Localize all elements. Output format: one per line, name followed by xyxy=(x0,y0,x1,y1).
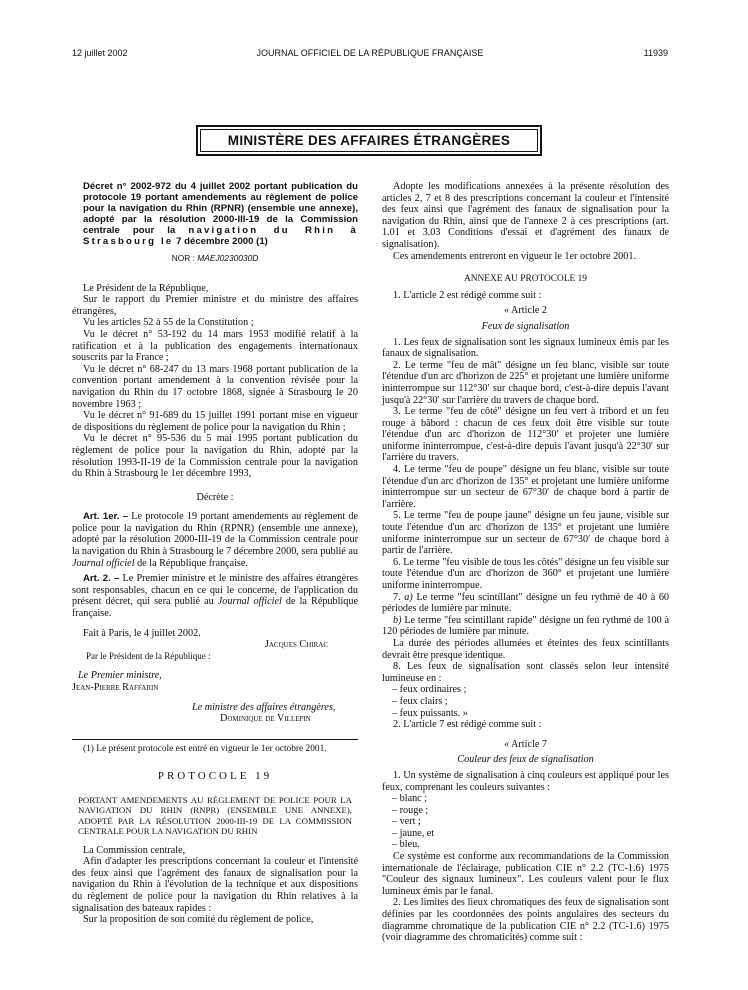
fait-line: Fait à Paris, le 4 juillet 2002. xyxy=(83,627,201,639)
list-item: – bleu. xyxy=(392,839,669,851)
premier-ministre-title: Le Premier ministre, xyxy=(78,670,162,682)
paragraph: b) Le terme "feu scintillant rapide" désigne un feu rythmé de 100 à 120 périodes de lumière par minute. xyxy=(382,614,669,638)
decrete-heading: Décrète : xyxy=(196,491,234,503)
page-header xyxy=(72,48,668,62)
list-item: – vert ; xyxy=(392,816,669,828)
header-journal-title: JOURNAL OFFICIEL DE LA RÉPUBLIQUE FRANÇAISE xyxy=(256,48,484,58)
paragraph: Vu le décret n° 68-247 du 13 mars 1968 portant publication de la convention portant amendement à la convention révisée pour la navigation du Rhin du 17 octobre 1868, signée à Strasbourg le 20 novembre 1963 ; xyxy=(72,363,358,410)
list-item: – jaune, et xyxy=(392,828,669,840)
list-item: – blanc ; xyxy=(392,793,669,805)
feux-signalisation-heading: Feux de signalisation xyxy=(481,320,570,332)
header-date: 12 juillet 2002 xyxy=(72,48,128,58)
paragraph: 3. Le terme "feu de côté" désigne un feu vert à tribord et un feu rouge à bâbord : chacun de ces feux doit être visible sur toute l'étendue d'un arc d'horizon de 112°30′ et projeter une lumière uniforme ininterrompue, c'est-à-dire depuis l'avant jusqu'à 22°30′ sur l'arrière du travers. xyxy=(382,406,669,464)
paragraph: 4. Le terme "feu de poupe" désigne un feu blanc, visible sur toute l'étendue d'un arc d'horizon de 135° et projetant une lumière uniforme ininterrompue sur un secteur de 67°30′ de chaque bord à partir de l'arrière. xyxy=(382,464,669,510)
article-7-heading: « Article 7 xyxy=(503,738,547,750)
paragraph: 6. Le terme "feu visible de tous les côtés" désigne un feu visible sur toute l'étendue d'un arc d'horizon de 360° et projetant une lumière uniforme ininterrompue. xyxy=(382,556,669,591)
paragraph: La Commission centrale, xyxy=(83,844,186,856)
paragraph: Sur la proposition de son comité du règlement de police, xyxy=(83,914,314,926)
paragraph: Ces amendements entreront en vigueur le 1er octobre 2001. xyxy=(393,250,637,262)
protocol-title: PROTOCOLE 19 xyxy=(157,770,273,783)
colour-list xyxy=(382,793,669,851)
paragraph: 1. L'article 2 est rédigé comme suit : xyxy=(393,289,542,301)
paragraph: Sur le rapport du Premier ministre et du ministre des affaires étrangères, xyxy=(72,294,358,317)
right-column xyxy=(382,181,669,944)
paragraph: La durée des périodes allumées et éteintes des feux scintillants devrait être presque identique. xyxy=(382,637,669,661)
couleur-heading: Couleur des feux de signalisation xyxy=(457,754,594,766)
minister-title: Le ministre des affaires étrangères, xyxy=(192,701,336,713)
article-2-heading: « Article 2 xyxy=(503,305,547,317)
footnote: (1) Le présent protocole est entré en vigueur le 1er octobre 2001. xyxy=(83,743,327,754)
paragraph: Vu le décret n° 91-689 du 15 juillet 1991 portant mise en vigueur de dispositions du règlement de police pour la navigation du Rhin ; xyxy=(72,410,358,433)
paragraph: 7. a) Le terme "feu scintillant" désigne un feu rythmé de 40 à 60 périodes de lumière par minute. xyxy=(382,591,670,615)
protocol-subtitle: PORTANT AMENDEMENTS AU RÈGLEMENT DE POLICE POUR LA NAVIGATION DU RHIN (RNPR) (ENSEMBLE UNE ANNEXE), ADOPTÉ PAR LA RÉSOLUTION 2000-III-19 DE LA COMMISSION CENTRALE POUR LA NAVIGATION DU RHIN xyxy=(78,794,352,837)
left-column xyxy=(72,181,358,926)
paragraph: 5. Le terme "feu de poupe jaune" désigne un feu jaune, visible sur toute l'étendue d'un arc d'horizon de 135° et projetant une lumière uniforme ininterrompue sur un secteur de 67°30′ de chaque bord à partir de l'arrière. xyxy=(382,510,669,557)
footnote-rule xyxy=(72,739,358,740)
intensity-list xyxy=(382,684,669,719)
par-le-president: Par le Président de la République : xyxy=(86,650,211,661)
premier-ministre-name: Jean-Pierre Raffarin xyxy=(72,682,159,693)
minister-name: Dominique de Villepin xyxy=(220,713,311,725)
ministry-box xyxy=(196,125,542,156)
paragraph: 1. Les feux de signalisation sont les signaux lumineux émis par les fanaux de signalisation. xyxy=(382,336,669,360)
decree-title: Décret n° 2002-972 du 4 juillet 2002 portant publication du protocole 19 portant amendements au règlement de police pour la navigation du Rhin (RPNR) (ensemble une annexe), adopté par la résolution 2000-III-19 de la Commission centrale pour la navigation du Rhin à Strasbourg le 7 décembre 2000 (1) xyxy=(83,181,358,247)
list-item: – rouge ; xyxy=(392,805,669,817)
paragraph: Ce système est conforme aux recommandations de la Commission internationale de l'éclairage, publication CIE n° 2.2 (TC-1.6) 1975 "Couleur des signaux lumineux". Les couleurs valent pour le flux lumineux émis par le fanal. xyxy=(382,851,669,897)
paragraph: Vu le décret n° 95-536 du 5 mai 1995 portant publication du règlement de police pour la navigation du Rhin, adopté par la résolution 1993-II-19 de la Commission centrale pour la navigation du Rhin à Strasbourg le 1er décembre 1993, xyxy=(72,433,358,480)
president-line: Le Président de la République, xyxy=(83,282,209,294)
ministry-title: MINISTÈRE DES AFFAIRES ÉTRANGÈRES xyxy=(200,129,538,152)
list-item: – feux ordinaires ; xyxy=(392,684,669,696)
paragraph: Vu les articles 52 à 55 de la Constitution ; xyxy=(83,317,254,329)
paragraph: 2. Le terme "feu de mât" désigne un feu blanc, visible sur toute l'étendue d'un arc d'horizon de 225° et projetant une lumière uniforme ininterrompue sur 112°30′ sur chaque bord, c'est-à-dire depuis l'avant jusqu'à 22°30′ sur l'arrière du travers de chaque bord. xyxy=(382,359,669,406)
list-item: – feux puissants. » xyxy=(392,708,669,720)
signature-president: Jacques Chirac xyxy=(264,639,328,651)
paragraph: 2. Les limites des lieux chromatiques des feux de signalisation sont définies par les coordonnées des points angulaires des secteurs du diagramme chromatique de la publication CIE n° 2.2 (TC-1.6) 1975 (voir diagramme des chromaticités) comme suit : xyxy=(382,897,669,944)
paragraph: 8. Les feux de signalisation sont classés selon leur intensité lumineuse en : xyxy=(382,661,669,684)
article-2: Art. 2. – Le Premier ministre et le ministre des affaires étrangères sont responsables, chacun en ce qui le concerne, de l'application du présent décret, qui sera publié au Journal officiel de la République française. xyxy=(72,573,358,620)
paragraph: Afin d'adapter les prescriptions concernant la couleur et l'intensité des feux ainsi que l'agrément des fanaux de signalisation pour la navigation du Rhin à l'évolution de la technique et aux dispositions du règlement de police pour la navigation du Rhin relatives à la signalisation des bateaux rapides : xyxy=(72,856,358,914)
paragraph: Vu le décret n° 53-192 du 14 mars 1953 modifié relatif à la ratification et à la publication des engagements internationaux souscrits par la France ; xyxy=(72,328,358,364)
header-page-number: 11939 xyxy=(643,48,668,58)
paragraph: 2. L'article 7 est rédigé comme suit : xyxy=(393,719,542,731)
annex-heading: ANNEXE AU PROTOCOLE 19 xyxy=(463,274,587,285)
nor-reference: NOR : MAEJ0230030D xyxy=(171,253,259,263)
paragraph: 1. Un système de signalisation à cinq couleurs est appliqué pour les feux, comprenant les couleurs suivantes : xyxy=(382,769,669,793)
paragraph: Adopte les modifications annexées à la présente résolution des articles 2, 7 et 8 des prescriptions concernant la couleur et l'intensité des feux ainsi que l'agrément des fanaux de signalisation pour la navigation du Rhin, ainsi que de l'annexe 2 à ces prescriptions (art. 1.01 et 3.03 Conditions d'essai et d'agrément des fanaux de signalisation). xyxy=(382,181,669,250)
list-item: – feux clairs ; xyxy=(392,696,669,708)
article-1: Art. 1er. – Le protocole 19 portant amendements au règlement de police pour la navigation du Rhin (RPNR) (ensemble une annexe), adopté par la résolution 2000-III-19 de la Commission centrale pour la navigation du Rhin à Strasbourg le 7 décembre 2000, sera publié au Journal officiel de la République française. xyxy=(72,511,358,569)
